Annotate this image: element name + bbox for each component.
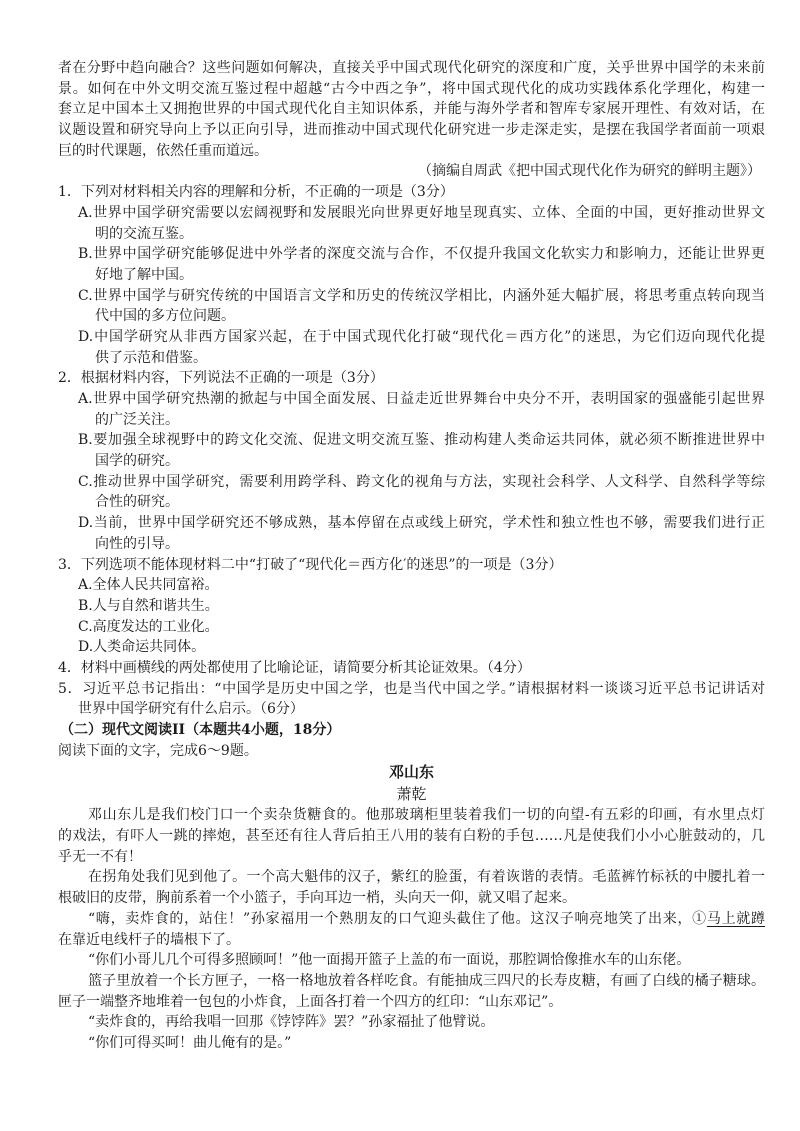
- exam-page: [58, 58, 765, 1054]
- option-c: C.世界中国学与研究传统的中国语言文学和历史的传统汉学相比，内涵外延大幅扩展，将思考重点转向现当: [78, 287, 765, 304]
- story-paragraph: [58, 971, 765, 1012]
- passage-line: 巨的时代课题，依然任重而道远。: [58, 142, 268, 159]
- passage-line: 景。如何在中外文明交流互鉴过程中超越“古今中西之争”，将中国式现代化的成功实践体系化学理化，构建一: [58, 80, 765, 97]
- question-stem: 2．根据材料内容，下列说法不正确的一项是（3分）: [58, 370, 384, 387]
- option-a-cont: 明的交流互鉴。: [95, 225, 193, 242]
- citation: （摘编自周武《把中国式现代化作为研究的鲜明主题》）: [418, 163, 761, 180]
- annotation-marker: ①: [692, 910, 707, 927]
- story-title: 邓山东: [388, 763, 434, 782]
- question-1: [58, 182, 765, 368]
- story-line: “你们小哥儿几个可得多照顾呵！”他一面揭开篮子上盖的布一面说，那腔调恰像推水车的山东佬。: [88, 952, 691, 969]
- section-header: （二）现代文阅读II（本题共4小题，18分）: [60, 722, 341, 738]
- option-b: B.要加强全球视野中的跨文化交流、促进文明交流互鉴、推动构建人类命运共同体，就必须不断推进世界中: [78, 432, 765, 449]
- passage-line: 者在分野中趋向融合？这些问题如何解决，直接关乎中国式现代化研究的深度和广度，关乎世界中国学的未来前: [58, 60, 765, 76]
- option-c: C.高度发达的工业化。: [78, 618, 219, 635]
- question-stem: 3．下列选项不能体现材料二中“打破了“现代化＝西方化′的迷思”的一项是（3分）: [58, 556, 563, 573]
- question-stem: 5．习近平总书记指出：“中国学是历史中国之学，也是当代中国之学。”请根据材料一谈谈习近平总书记讲话对: [58, 680, 765, 697]
- option-d-cont: 供了示范和借鉴。: [95, 349, 207, 366]
- story-line: 匣子一端整齐地堆着一包包的小炸食，上面各打着一个四方的红印：“山东邓记”。: [58, 993, 563, 1010]
- story-paragraph: [58, 909, 765, 950]
- option-b: B.人与自然和谐共生。: [78, 597, 219, 614]
- question-2: [58, 368, 765, 554]
- story-line: 的戏法，有吓人一跳的摔炮，甚至还有往人背后拍王八用的装有白粉的手包……凡是使我们小小心脏鼓动的，几: [58, 828, 765, 845]
- option-b-cont: 国学的研究。: [95, 453, 179, 470]
- story-line: 根破旧的皮带，胸前系着一个小篮子，手向耳边一梢，头向天一仰，就又唱了起来。: [58, 890, 576, 907]
- passage-line: 议题设置和研究导向上予以正向引导，进而推动中国式现代化研究进一步走深走实，是摆在我国学者面前一项艰: [58, 122, 765, 139]
- section-intro: 阅读下面的文字，完成6～9题。: [58, 742, 258, 759]
- option-d-cont: 向性的引导。: [95, 535, 179, 552]
- question-stem: 1．下列对材料相关内容的理解和分析，不正确的一项是（3分）: [58, 184, 454, 201]
- option-d: D.人类命运共同体。: [78, 639, 206, 656]
- question-stem-cont: 世界中国学研究有什么启示。（6分）: [78, 701, 304, 718]
- option-a: A.世界中国学研究需要以宏阔视野和发展眼光向世界更好地呈现真实、立体、全面的中国，更好推动世界文: [78, 204, 765, 221]
- question-3: [58, 555, 765, 658]
- story-author: 萧乾: [396, 785, 427, 804]
- option-d: D.当前，世界中国学研究还不够成熟，基本停留在点或线上研究，学术性和独立性也不够，需要我们进行正: [78, 515, 765, 532]
- story-line: 在拐角处我们见到他了。一个高大魁伟的汉子，紫红的脸蛋，有着诙谐的表情。毛蓝裤竹标袄的中腰扎着一: [88, 869, 765, 886]
- story-paragraph: [58, 805, 765, 867]
- passage-tail: [58, 58, 765, 182]
- story-line: 篮子里放着一个长方匣子，一格一格地放着各样吃食。有能抽成三四尺的长寿皮糖，有画了白线的橘子糖球。: [88, 972, 765, 989]
- passage-line: 套立足中国本土又拥抱世界的中国式现代化自主知识体系，并能与海外学者和智库专家展开理性、有效对话，在: [58, 101, 765, 118]
- story-line: 邓山东儿是我们校门口一个卖杂货糖食的。他那玻璃柜里装着我们一切的向望-有五彩的印画，有水里点灯: [88, 807, 765, 824]
- underlined-phrase: 马上就蹲: [706, 910, 766, 927]
- question-5: [58, 679, 765, 720]
- story-line: “你们可得买呵！曲儿俺有的是。”: [88, 1034, 292, 1051]
- option-b: B.世界中国学研究能够促进中外学者的深度交流与合作，不仅提升我国文化软实力和影响力，还能让世界更: [78, 246, 765, 263]
- option-c-cont: 代中国的多方位问题。: [95, 308, 235, 325]
- option-b-cont: 好地了解中国。: [95, 266, 193, 283]
- option-a-cont: 的广泛关注。: [95, 411, 179, 428]
- option-c-cont: 合性的研究。: [95, 494, 179, 511]
- story-text: “嗨，卖炸食的，站住！”孙家福用一个熟朋友的口气迎头截住了他。这汉子响亮地笑了出来，: [88, 910, 693, 927]
- story-line: “卖炸食的，再给我唱一回那《饽饽阵》罢？”孙家福扯了他臂说。: [88, 1014, 495, 1031]
- story-line: 在靠近电线杆子的墙根下了。: [58, 931, 240, 948]
- option-a: A.全体人民共同富裕。: [78, 577, 219, 594]
- question-4: 4．材料中画横线的两处都使用了比喻论证，请简要分析其论证效果。（4分）: [58, 659, 531, 676]
- story-paragraph: [58, 867, 765, 908]
- story-line: [58, 909, 765, 930]
- story-line: 乎无一不有！: [58, 848, 142, 865]
- option-a: A.世界中国学研究热潮的掀起与中国全面发展、日益走近世界舞台中央分不开，表明国家的强盛能引起世界: [78, 391, 765, 407]
- option-c: C.推动世界中国学研究，需要利用跨学科、跨文化的视角与方法，实现社会科学、人文科学、自然科学等综: [78, 473, 765, 490]
- option-d: D.中国学研究从非西方国家兴起，在于中国式现代化打破“现代化＝西方化”的迷思，为它们迈向现代化提: [78, 328, 765, 345]
